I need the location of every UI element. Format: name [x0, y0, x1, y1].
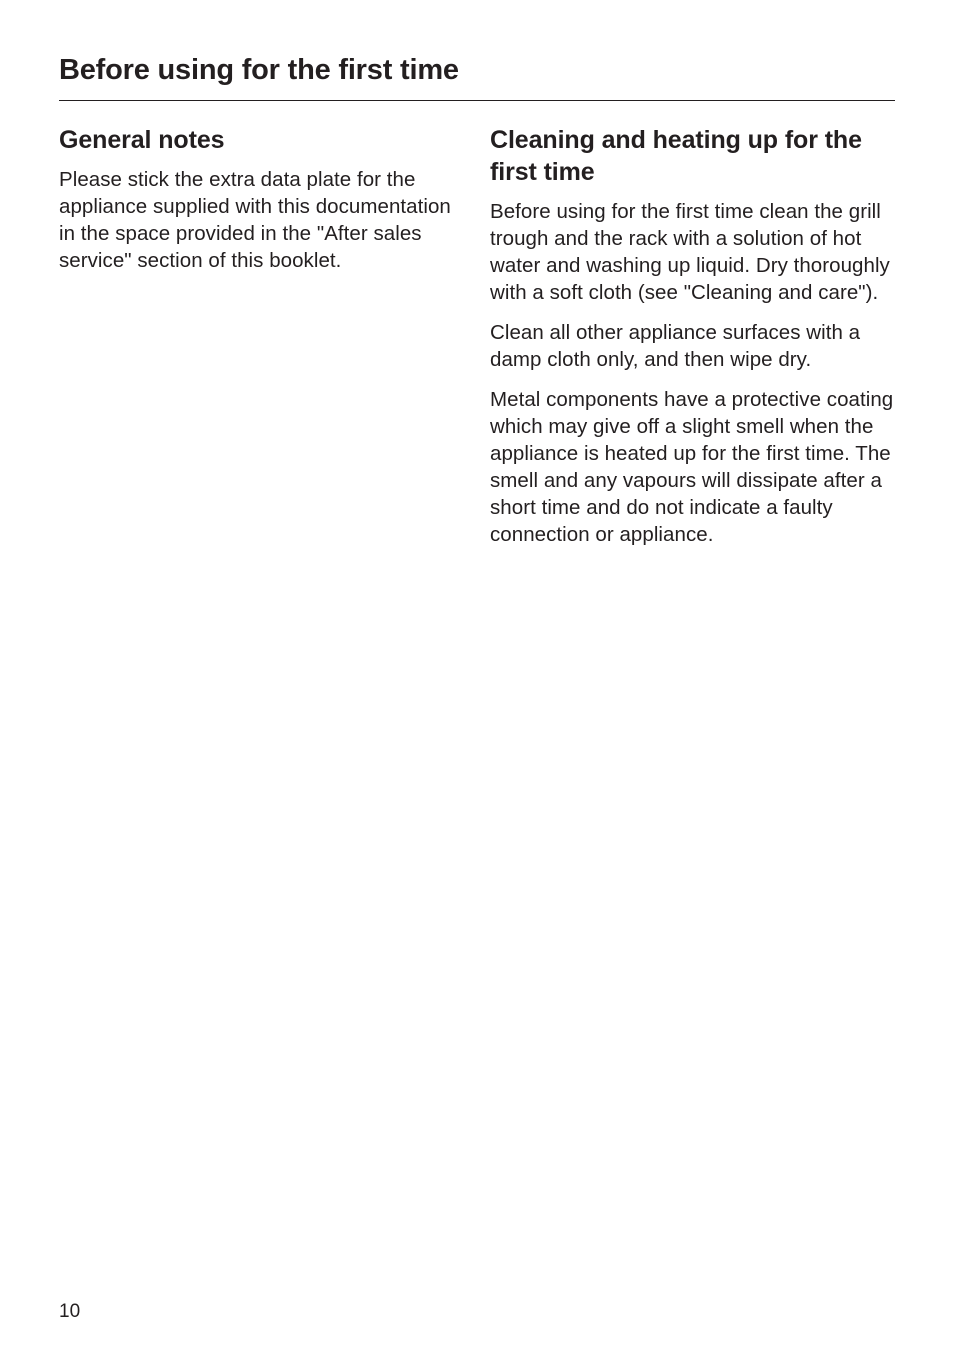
- cleaning-paragraph-2: Clean all other appliance surfaces with a damp cloth only, and then wipe dry.: [490, 321, 861, 371]
- page-number: 10: [59, 1301, 81, 1322]
- title-divider: [59, 100, 895, 101]
- cleaning-paragraph-3: Metal components have a protective coating which may give off a slight smell when the appliance is heated up for the first time. The smell and any vapours will dissipate after a short time and do not indicate a faulty connection or appliance.: [490, 388, 894, 546]
- cleaning-heating-heading: Cleaning and heating up for the first time: [490, 126, 862, 186]
- cleaning-paragraph-1: Before using for the first time clean the grill trough and the rack with a solution of hot water and washing up liquid. Dry thoroughly with a soft cloth (see "Cleaning and care").: [490, 200, 890, 304]
- general-notes-paragraph: Please stick the extra data plate for the appliance supplied with this documentation in the space provided in the "After sales service" section of this booklet.: [59, 168, 451, 272]
- general-notes-section: [59, 124, 469, 287]
- general-notes-heading: General notes: [59, 126, 225, 154]
- cleaning-heating-section: [490, 124, 895, 561]
- page-title: Before using for the first time: [59, 54, 459, 86]
